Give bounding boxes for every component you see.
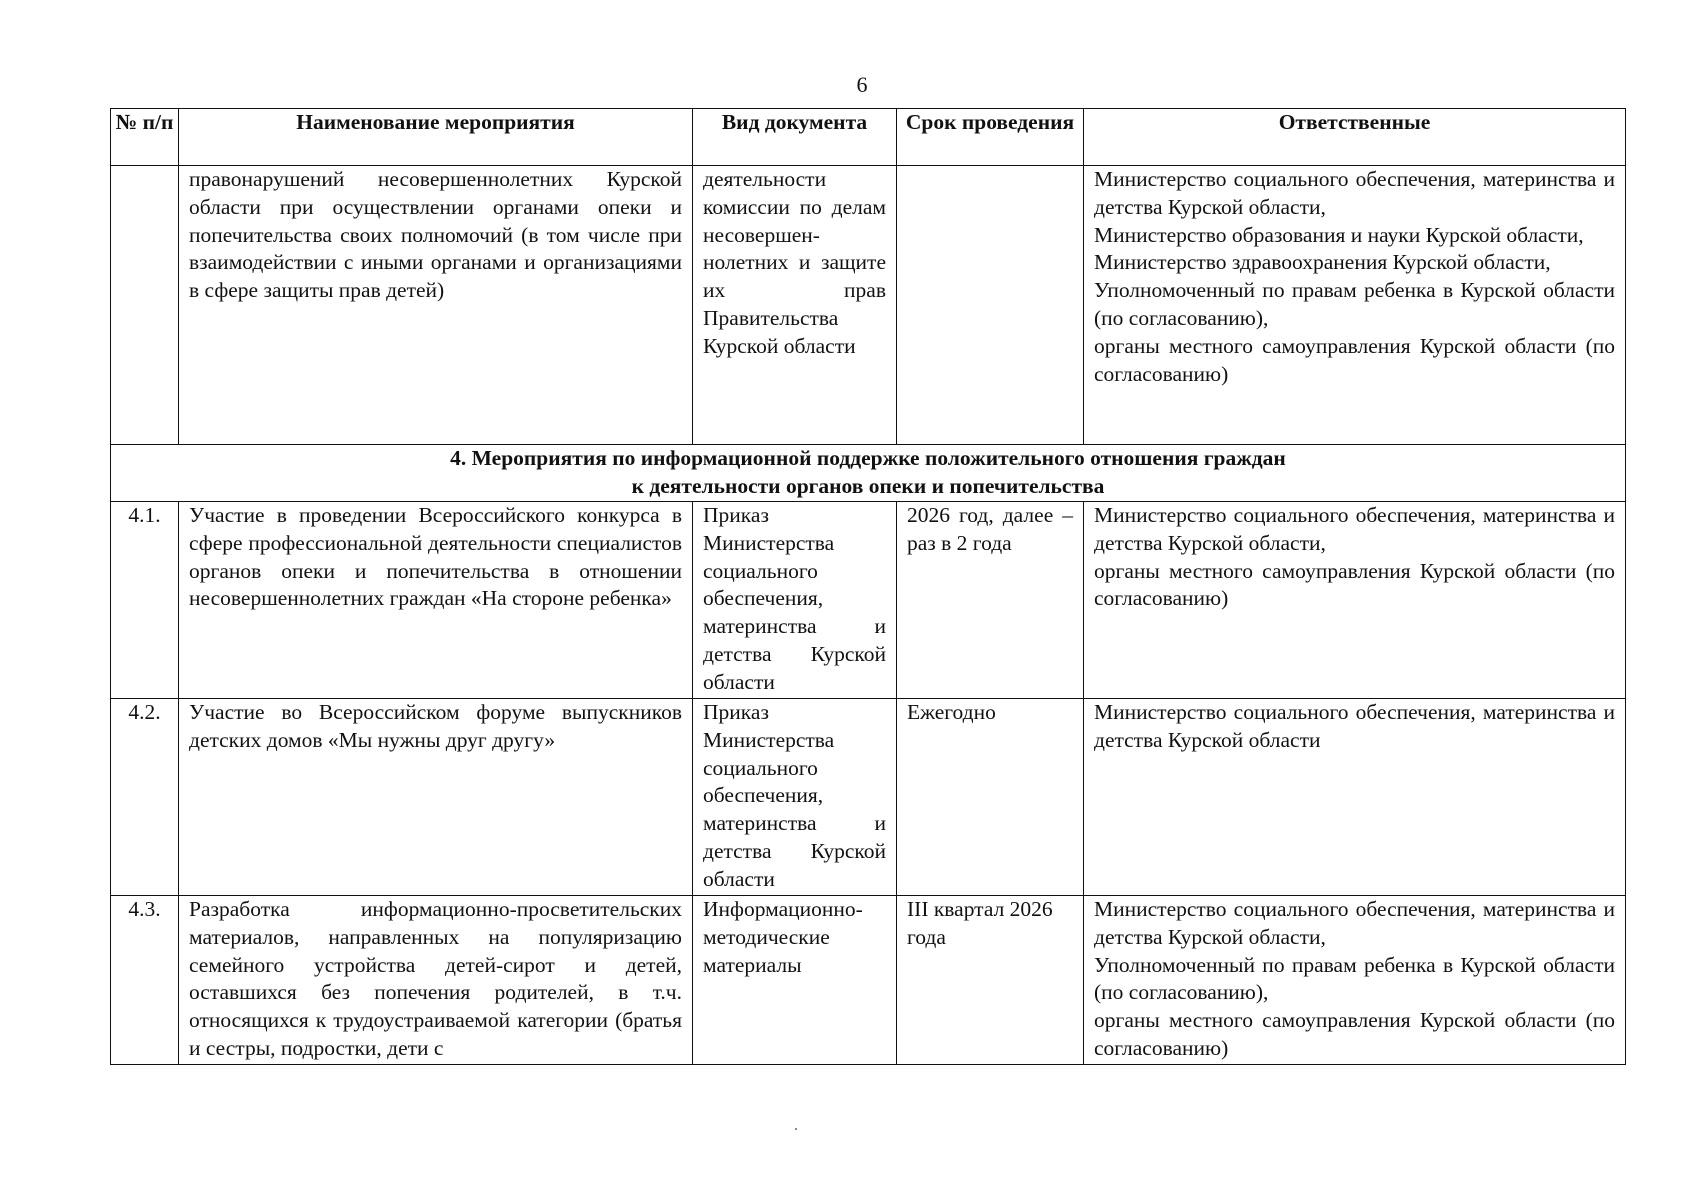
table-row [111, 502, 1626, 699]
row-doc-type: Приказ Министерства социального обеспечения, материнства и детства Курской области [693, 502, 897, 699]
row-name: Участие во Всероссийском форуме выпускников детских домов «Мы нужны друг другу» [179, 699, 693, 896]
row-deadline: III квартал 2026 года [897, 896, 1084, 1065]
row-deadline: Ежегодно [897, 699, 1084, 896]
activities-table [110, 108, 1626, 1065]
section-heading-row [111, 445, 1626, 502]
scan-speck [795, 1128, 797, 1130]
header-num: № п/п [111, 109, 179, 166]
row-num: 4.3. [111, 896, 179, 1065]
header-deadline: Срок проведения [897, 109, 1084, 166]
row-doc-type: деятельности комиссии по делам несовершен-нолетних и защите их прав Правительства Курской области [693, 166, 897, 445]
table-row [111, 699, 1626, 896]
row-name: Участие в проведении Всероссийского конкурса в сфере профессиональной деятельности специалистов органов опеки и попечительства в отношении несовершеннолетних граждан «На стороне ребенка» [179, 502, 693, 699]
row-num: 4.1. [111, 502, 179, 699]
table-header [111, 109, 1626, 166]
header-name: Наименование мероприятия [179, 109, 693, 166]
row-responsible: Министерство социального обеспечения, материнства и детства Курской области, Уполномоченный по правам ребенка в Курской области (по согласованию), органы местного самоуправления Курской области (по согласованию) [1084, 896, 1626, 1065]
row-responsible: Министерство социального обеспечения, материнства и детства Курской области, органы местного самоуправления Курской области (по согласованию) [1084, 502, 1626, 699]
header-doc-type: Вид документа [693, 109, 897, 166]
row-num [111, 166, 179, 445]
row-name: Разработка информационно-просветительских материалов, направленных на популяризацию семейного устройства детей-сирот и детей, оставшихся без попечения родителей, в т.ч. относящихся к трудоустраиваемой категории (братья и сестры, подростки, дети с [179, 896, 693, 1065]
row-doc-type: Приказ Министерства социального обеспечения, материнства и детства Курской области [693, 699, 897, 896]
table-row [111, 896, 1626, 1065]
header-responsible: Ответственные [1084, 109, 1626, 166]
row-responsible: Министерство социального обеспечения, материнства и детства Курской области [1084, 699, 1626, 896]
row-name: правонарушений несовершеннолетних Курской области при осуществлении органами опеки и попечительства своих полномочий (в том числе при взаимодействии с иными органами и организациями в сфере защиты прав детей) [179, 166, 693, 445]
row-deadline [897, 166, 1084, 445]
row-doc-type: Информационно-методические материалы [693, 896, 897, 1065]
row-num: 4.2. [111, 699, 179, 896]
row-responsible: Министерство социального обеспечения, материнства и детства Курской области, Министерство образования и науки Курской области, Министерство здравоохранения Курской области, Уполномоченный по правам ребенка в Курской области (по согласованию), органы местного самоуправления Курской области (по согласованию) [1084, 166, 1626, 445]
row-deadline: 2026 год, далее – раз в 2 года [897, 502, 1084, 699]
page-number: 6 [856, 72, 868, 97]
table-row [111, 166, 1626, 445]
section-4-title: 4. Мероприятия по информационной поддержке положительного отношения граждан к деятельности органов опеки и попечительства [111, 445, 1626, 502]
